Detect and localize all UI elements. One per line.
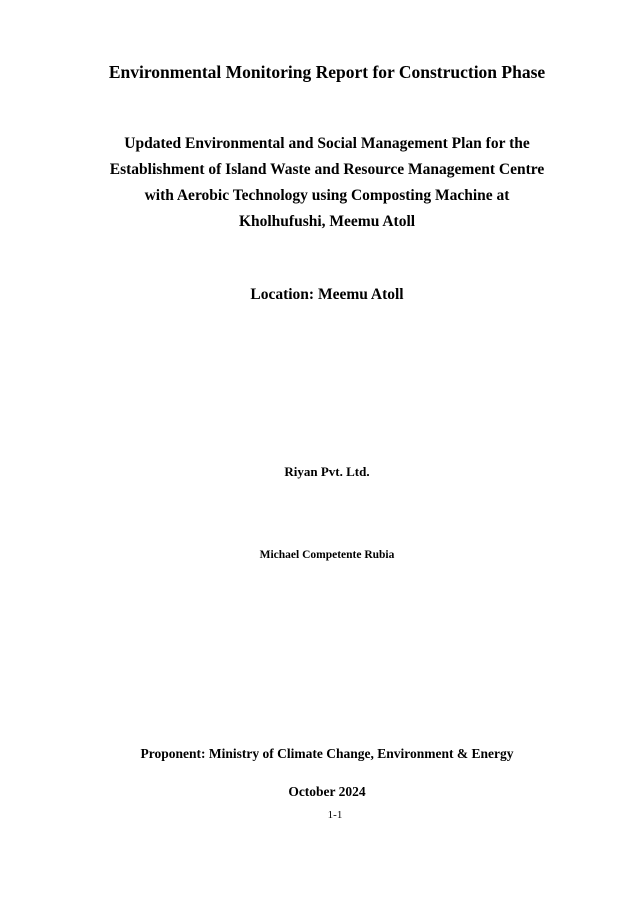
report-title: Environmental Monitoring Report for Construction Phase xyxy=(108,62,546,82)
subtitle-line-1: Updated Environmental and Social Management Plan for the xyxy=(124,135,530,152)
subtitle-line-2: Establishment of Island Waste and Resource Management Centre xyxy=(109,161,545,178)
report-date: October 2024 xyxy=(288,784,366,799)
proponent-label: Proponent: Ministry of Climate Change, Environment & Energy xyxy=(140,746,514,761)
author-name: Michael Competente Rubia xyxy=(259,549,395,561)
company-name: Riyan Pvt. Ltd. xyxy=(284,464,370,479)
location-label: Location: Meemu Atoll xyxy=(250,286,404,303)
subtitle-line-4: Kholhufushi, Meemu Atoll xyxy=(238,213,416,230)
page-number: 1-1 xyxy=(327,809,343,821)
subtitle-line-3: with Aerobic Technology using Composting Machine at xyxy=(144,187,510,204)
